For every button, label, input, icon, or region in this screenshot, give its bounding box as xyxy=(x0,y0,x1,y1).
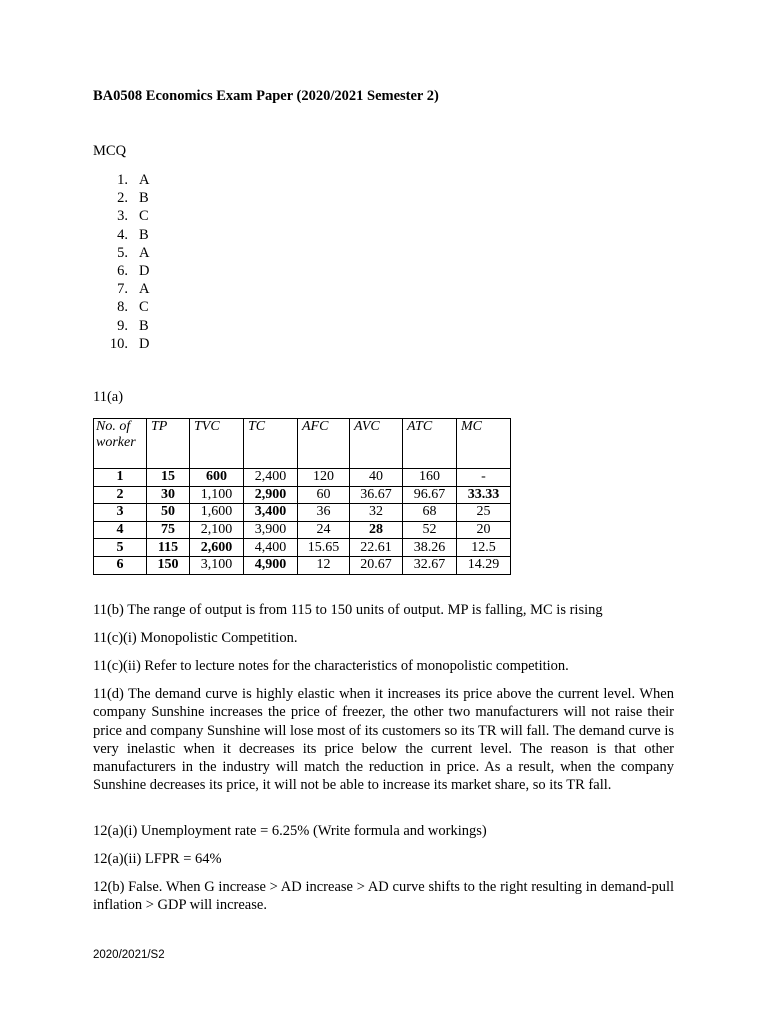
header-tvc: TVC xyxy=(190,419,244,469)
page-footer: 2020/2021/S2 xyxy=(93,949,165,961)
mcq-answer: A xyxy=(139,172,150,188)
mcq-answer: C xyxy=(139,208,149,225)
table-cell: 30 xyxy=(147,486,190,504)
table-cell: 22.61 xyxy=(350,539,403,557)
table-cell: 2,600 xyxy=(190,539,244,557)
answer-11cii: 11(c)(ii) Refer to lecture notes for the characteristics of monopolistic competition. xyxy=(93,658,569,674)
table-cell: 2,100 xyxy=(190,521,244,539)
mcq-number: 10. xyxy=(109,335,128,352)
table-cell: - xyxy=(457,469,511,487)
table-cell: 4 xyxy=(94,521,147,539)
mcq-answer-item xyxy=(93,226,149,244)
header-avc: AVC xyxy=(350,419,403,469)
table-cell: 50 xyxy=(147,504,190,522)
q11a-label: 11(a) xyxy=(93,389,124,405)
answer-12aii: 12(a)(ii) LFPR = 64% xyxy=(93,851,222,867)
table-cell: 600 xyxy=(190,469,244,487)
mcq-number: 2. xyxy=(117,190,128,207)
header-tc: TC xyxy=(244,419,298,469)
mcq-answer: D xyxy=(139,335,150,352)
table-cell: 96.67 xyxy=(403,486,457,504)
table-cell: 1 xyxy=(94,469,147,487)
table-cell: 1,100 xyxy=(190,486,244,504)
answer-11d: 11(d) The demand curve is highly elastic when it increases its price above the current level. When company Sunshine increases the price of freezer, the other two manufacturers will not raise their price and company Sunshine will lose most of its customers so its TR will fall. The demand curve is very inelastic when it decreases its price below the current level. The reason is that other manufacturers in the industry will match the reduction in price. As a result, when the company Sunshine decreases its price, it will not be able to increase its market share, so its TR fall. xyxy=(93,686,674,794)
mcq-answer-item xyxy=(93,280,149,298)
table-cell: 2 xyxy=(94,486,147,504)
cost-table xyxy=(93,418,511,575)
header-mc: MC xyxy=(457,419,511,469)
mcq-answer-item xyxy=(93,207,149,225)
table-cell: 75 xyxy=(147,521,190,539)
mcq-answer: B xyxy=(139,190,149,207)
mcq-answer: A xyxy=(139,281,150,298)
table-cell: 38.26 xyxy=(403,539,457,557)
mcq-answer-item xyxy=(93,244,149,262)
mcq-number: 5. xyxy=(117,244,128,261)
table-cell: 2,400 xyxy=(244,469,298,487)
table-cell: 3 xyxy=(94,504,147,522)
header-tp: TP xyxy=(147,419,190,469)
mcq-number: 8. xyxy=(117,299,128,316)
mcq-answer-list xyxy=(93,171,149,353)
mcq-number: 1. xyxy=(117,172,128,188)
mcq-answer: B xyxy=(139,226,149,243)
table-header-row xyxy=(94,419,511,469)
mcq-answer: A xyxy=(139,244,150,261)
answer-12ai: 12(a)(i) Unemployment rate = 6.25% (Write formula and workings) xyxy=(93,823,487,839)
table-cell: 52 xyxy=(403,521,457,539)
answer-11ci: 11(c)(i) Monopolistic Competition. xyxy=(93,630,298,646)
answer-12b: 12(b) False. When G increase > AD increase > AD curve shifts to the right resulting in demand-pull inflation > GDP will increase. xyxy=(93,879,674,914)
header-afc: AFC xyxy=(298,419,350,469)
table-cell: 6 xyxy=(94,556,147,574)
cost-table-body xyxy=(94,469,511,575)
table-cell: 4,400 xyxy=(244,539,298,557)
table-cell: 3,100 xyxy=(190,556,244,574)
mcq-number: 4. xyxy=(117,226,128,243)
table-row xyxy=(94,539,511,557)
table-cell: 15 xyxy=(147,469,190,487)
mcq-answer-item xyxy=(93,171,149,189)
table-cell: 12.5 xyxy=(457,539,511,557)
mcq-answer-item xyxy=(93,298,149,316)
table-cell: 12 xyxy=(298,556,350,574)
table-row xyxy=(94,556,511,574)
mcq-number: 9. xyxy=(117,317,128,334)
table-cell: 32.67 xyxy=(403,556,457,574)
table-cell: 25 xyxy=(457,504,511,522)
table-cell: 120 xyxy=(298,469,350,487)
table-cell: 20 xyxy=(457,521,511,539)
table-cell: 32 xyxy=(350,504,403,522)
table-cell: 40 xyxy=(350,469,403,487)
table-cell: 2,900 xyxy=(244,486,298,504)
table-cell: 68 xyxy=(403,504,457,522)
table-cell: 60 xyxy=(298,486,350,504)
table-cell: 1,600 xyxy=(190,504,244,522)
table-cell: 5 xyxy=(94,539,147,557)
table-cell: 20.67 xyxy=(350,556,403,574)
table-cell: 28 xyxy=(350,521,403,539)
mcq-number: 7. xyxy=(117,281,128,298)
header-workers: No. of worker xyxy=(94,419,147,469)
table-cell: 3,900 xyxy=(244,521,298,539)
table-cell: 36.67 xyxy=(350,486,403,504)
header-atc: ATC xyxy=(403,419,457,469)
table-row xyxy=(94,504,511,522)
table-row xyxy=(94,486,511,504)
mcq-number: 6. xyxy=(117,262,128,279)
table-cell: 160 xyxy=(403,469,457,487)
mcq-answer: B xyxy=(139,317,149,334)
mcq-answer: D xyxy=(139,262,150,279)
mcq-answer-item xyxy=(93,189,149,207)
table-cell: 115 xyxy=(147,539,190,557)
table-cell: 3,400 xyxy=(244,504,298,522)
mcq-answer-item xyxy=(93,262,149,280)
table-cell: 15.65 xyxy=(298,539,350,557)
table-row xyxy=(94,469,511,487)
table-cell: 36 xyxy=(298,504,350,522)
mcq-answer: C xyxy=(139,299,149,316)
mcq-number: 3. xyxy=(117,208,128,225)
mcq-answer-item xyxy=(93,335,149,353)
mcq-answer-item xyxy=(93,317,149,335)
table-row xyxy=(94,521,511,539)
page-title: BA0508 Economics Exam Paper (2020/2021 Semester 2) xyxy=(93,88,439,104)
table-cell: 24 xyxy=(298,521,350,539)
table-cell: 14.29 xyxy=(457,556,511,574)
mcq-heading: MCQ xyxy=(93,143,127,159)
table-cell: 150 xyxy=(147,556,190,574)
table-cell: 4,900 xyxy=(244,556,298,574)
answer-11b: 11(b) The range of output is from 115 to 150 units of output. MP is falling, MC is rising xyxy=(93,602,603,618)
table-cell: 33.33 xyxy=(457,486,511,504)
